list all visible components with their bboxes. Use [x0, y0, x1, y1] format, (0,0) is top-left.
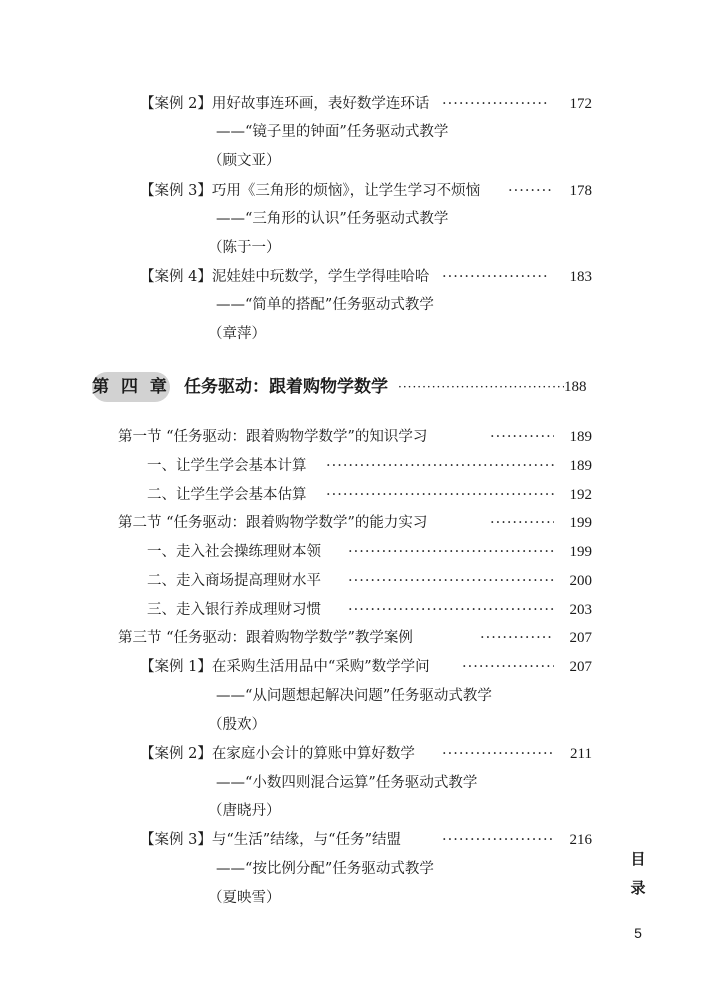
page-number: 200: [569, 573, 592, 589]
page-number: 199: [569, 544, 592, 560]
entry-title: 三、走入银行养成理财习惯: [147, 602, 321, 618]
entry-subtitle: ——“按比例分配”任务驱动式教学: [216, 861, 434, 877]
entry-title: 二、走入商场提高理财水平: [147, 573, 321, 589]
entry-title: 【案例 1】在采购生活用品中“采购”数学学问: [140, 659, 430, 675]
toc-entry-row[interactable]: [0, 827, 709, 853]
entry-title: 【案例 2】用好故事连环画，表好数学连环话: [140, 96, 430, 112]
page-number: 178: [569, 183, 592, 199]
entry-title: 【案例 3】与“生活”结缘，与“任务”结盟: [140, 832, 401, 848]
entry-subtitle: ——“小数四则混合运算”任务驱动式教学: [216, 775, 478, 791]
page-number: 192: [569, 487, 592, 503]
side-label-char: 录: [630, 879, 646, 897]
entry-subtitle: ——“从问题想起解决问题”任务驱动式教学: [216, 688, 492, 704]
toc-entry-row[interactable]: [0, 91, 709, 117]
dot-leader: [508, 178, 554, 204]
chapter-page-number: 188: [564, 379, 587, 395]
entry-title: 第一节 “任务驱动：跟着购物学数学”的知识学习: [118, 429, 428, 445]
toc-entry-row[interactable]: [0, 741, 709, 767]
page-number: 189: [569, 429, 592, 445]
subsection-entry[interactable]: [0, 539, 709, 565]
section-entry[interactable]: [0, 424, 709, 450]
entry-author: （唐晓丹）: [208, 803, 281, 819]
subsection-entry[interactable]: [0, 597, 709, 623]
dot-leader: [442, 91, 550, 117]
entry-title: 【案例 2】在家庭小会计的算账中算好数学: [140, 746, 415, 762]
section-entry[interactable]: [0, 510, 709, 536]
entry-subtitle: ——“三角形的认识”任务驱动式教学: [216, 211, 449, 227]
dot-leader: [480, 625, 554, 651]
dot-leader: [326, 453, 554, 479]
dot-leader: [398, 372, 564, 402]
page-number: 199: [569, 515, 592, 531]
page-number: 183: [569, 269, 592, 285]
dot-leader: [326, 482, 554, 508]
page-number: 216: [569, 832, 592, 848]
chapter-title: 任务驱动：跟着购物学数学: [184, 377, 388, 397]
page-number: 203: [569, 602, 592, 618]
subsection-entry[interactable]: [0, 568, 709, 594]
entry-author: （殷欢）: [208, 717, 266, 733]
page-number: 172: [569, 96, 592, 112]
entry-subtitle: ——“简单的搭配”任务驱动式教学: [216, 297, 434, 313]
dot-leader: [348, 597, 554, 623]
subsection-entry[interactable]: [0, 453, 709, 479]
entry-title: 一、走入社会操练理财本领: [147, 544, 321, 560]
page-number: 189: [569, 458, 592, 474]
entry-title: 第三节 “任务驱动：跟着购物学数学”教学案例: [118, 630, 413, 646]
dot-leader: [442, 264, 550, 290]
dot-leader: [442, 827, 554, 853]
entry-title: 【案例 4】泥娃娃中玩数学，学生学得哇哈哈: [140, 269, 430, 285]
entry-subtitle: ——“镜子里的钟面”任务驱动式教学: [216, 124, 449, 140]
dot-leader: [348, 568, 554, 594]
entry-author: （章萍）: [208, 326, 266, 342]
page-number: 207: [569, 630, 592, 646]
chapter-label: 第 四 章: [92, 372, 170, 402]
dot-leader: [490, 424, 554, 450]
page-number: 207: [569, 659, 592, 675]
section-entry[interactable]: [0, 625, 709, 651]
entry-title: 一、让学生学会基本计算: [147, 458, 307, 474]
entry-title: 【案例 3】巧用《三角形的烦恼》，让学生学习不烦恼: [140, 183, 481, 199]
dot-leader: [462, 654, 554, 680]
toc-entry-row[interactable]: [0, 264, 709, 290]
subsection-entry[interactable]: [0, 482, 709, 508]
dot-leader: [348, 539, 554, 565]
entry-author: （顾文亚）: [208, 153, 281, 169]
page-folio: 5: [634, 925, 642, 941]
dot-leader: [442, 741, 554, 767]
entry-title: 第二节 “任务驱动：跟着购物学数学”的能力实习: [118, 515, 428, 531]
chapter-heading[interactable]: [0, 370, 709, 404]
toc-entry-row[interactable]: [0, 654, 709, 680]
entry-author: （陈于一）: [208, 240, 281, 256]
dot-leader: [490, 510, 554, 536]
entry-author: （夏映雪）: [208, 890, 281, 906]
side-label-char: 目: [630, 850, 646, 868]
page-number: 211: [570, 746, 592, 762]
entry-title: 二、让学生学会基本估算: [147, 487, 307, 503]
toc-entry-row[interactable]: [0, 178, 709, 204]
